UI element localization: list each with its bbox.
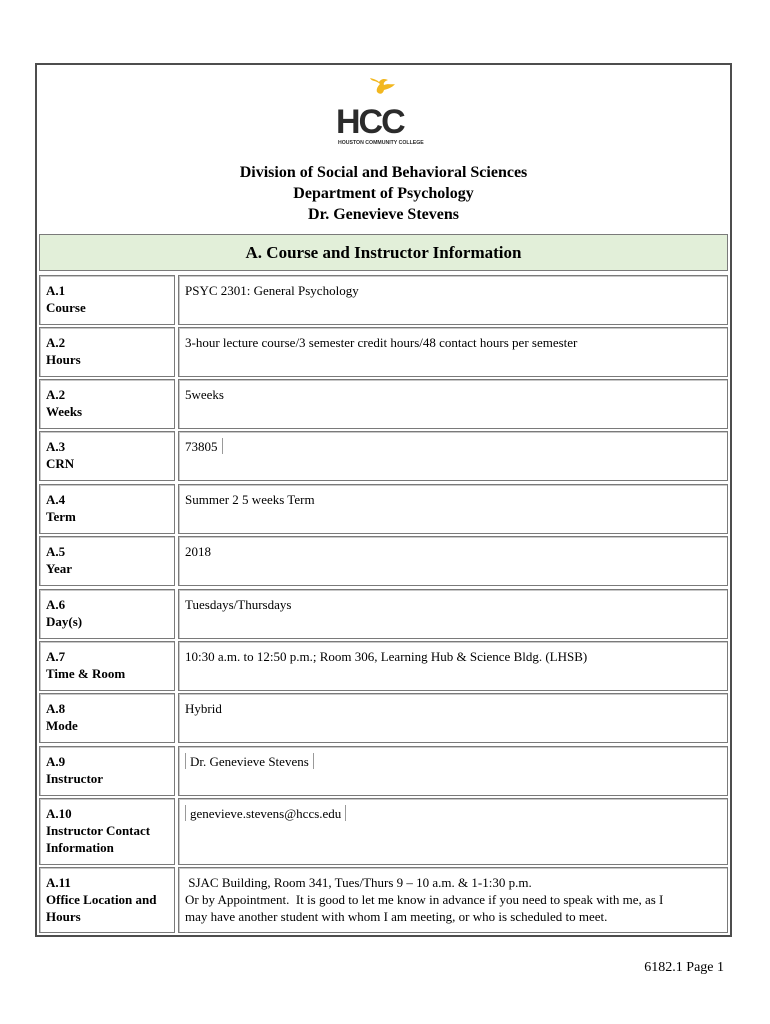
row-label-text: Year: [46, 561, 72, 576]
row-value: 10:30 a.m. to 12:50 p.m.; Room 306, Learning Hub & Science Bldg. (LHSB): [178, 641, 728, 691]
row-label: [39, 275, 175, 325]
field-bracket: [222, 438, 223, 454]
row-value[interactable]: [178, 746, 728, 796]
table-row: [39, 589, 728, 639]
instructor-title: Dr. Genevieve Stevens: [308, 206, 459, 223]
logo-text: HCC: [336, 103, 404, 141]
row-number: A.6: [46, 597, 66, 612]
office-hours-line: SJAC Building, Room 341, Tues/Thurs 9 – 10 a.m. & 1-1:30 p.m.: [185, 875, 532, 890]
row-label: [39, 536, 175, 586]
row-value[interactable]: [178, 431, 728, 481]
row-label: [39, 798, 175, 865]
row-number: A.9: [46, 754, 66, 769]
row-label-text: Course: [46, 300, 86, 315]
row-label-text: Information: [46, 840, 114, 855]
row-label: [39, 641, 175, 691]
row-number: A.1: [46, 283, 66, 298]
field-bracket: [185, 753, 186, 769]
row-number: A.3: [46, 439, 66, 454]
row-number: A.8: [46, 701, 66, 716]
row-label-text: Mode: [46, 718, 78, 733]
row-label: [39, 867, 175, 933]
row-label: [39, 589, 175, 639]
row-label-text: Office Location and: [46, 892, 157, 907]
table-row: [39, 327, 728, 377]
row-number: A.5: [46, 544, 66, 559]
office-hours-line: may have another student with whom I am meeting, or who is scheduled to meet.: [185, 909, 608, 924]
row-number: A.11: [46, 875, 71, 890]
header-block: [39, 162, 728, 225]
table-row: [39, 693, 728, 743]
email-field[interactable]: genevieve.stevens@hccs.edu: [190, 806, 342, 821]
logo-subtext: HOUSTON COMMUNITY COLLEGE: [338, 140, 424, 146]
division-title: Division of Social and Behavioral Sciences: [239, 164, 528, 181]
table-row: [39, 275, 728, 325]
table-row: [39, 379, 728, 429]
row-label: [39, 379, 175, 429]
table-row: [39, 536, 728, 586]
row-label-text: Hours: [46, 909, 81, 924]
row-number: A.7: [46, 649, 66, 664]
table-row: [39, 484, 728, 534]
row-number: A.10: [46, 806, 72, 821]
row-label-text: Day(s): [46, 614, 83, 629]
row-value: 3-hour lecture course/3 semester credit hours/48 contact hours per semester: [178, 327, 728, 377]
table-row: [39, 746, 728, 796]
crn-field[interactable]: 73805: [185, 439, 218, 454]
row-label-text: Hours: [46, 352, 81, 367]
row-label: [39, 431, 175, 481]
row-value: Tuesdays/Thursdays: [178, 589, 728, 639]
row-value: 2018: [178, 536, 728, 586]
row-label-text: Instructor Contact: [46, 823, 151, 838]
row-value: [178, 867, 728, 933]
table-row: [39, 641, 728, 691]
department-title: Department of Psychology: [293, 185, 474, 202]
row-value: PSYC 2301: General Psychology: [178, 275, 728, 325]
row-label: [39, 746, 175, 796]
row-label: [39, 327, 175, 377]
row-label: [39, 693, 175, 743]
row-label-text: CRN: [46, 456, 75, 471]
row-label-text: Instructor: [46, 771, 104, 786]
row-value: Summer 2 5 weeks Term: [178, 484, 728, 534]
row-number: A.4: [46, 492, 66, 507]
field-bracket: [345, 805, 346, 821]
hcc-logo: [332, 76, 432, 146]
table-row: [39, 867, 728, 933]
field-bracket: [313, 753, 314, 769]
table-row: [39, 798, 728, 865]
row-value: 5weeks: [178, 379, 728, 429]
section-title: A. Course and Instructor Information: [39, 234, 728, 271]
table-row: [39, 431, 728, 481]
row-label-text: Time & Room: [46, 666, 126, 681]
row-value: Hybrid: [178, 693, 728, 743]
row-number: A.2: [46, 387, 66, 402]
row-label-text: Term: [46, 509, 76, 524]
field-bracket: [185, 805, 186, 821]
row-label-text: Weeks: [46, 404, 83, 419]
row-label: [39, 484, 175, 534]
office-hours-line: Or by Appointment. It is good to let me know in advance if you need to speak with me, as I: [185, 892, 664, 907]
instructor-field[interactable]: Dr. Genevieve Stevens: [190, 754, 309, 769]
page-number: 6182.1 Page 1: [644, 960, 724, 975]
row-number: A.2: [46, 335, 66, 350]
row-value[interactable]: [178, 798, 728, 865]
